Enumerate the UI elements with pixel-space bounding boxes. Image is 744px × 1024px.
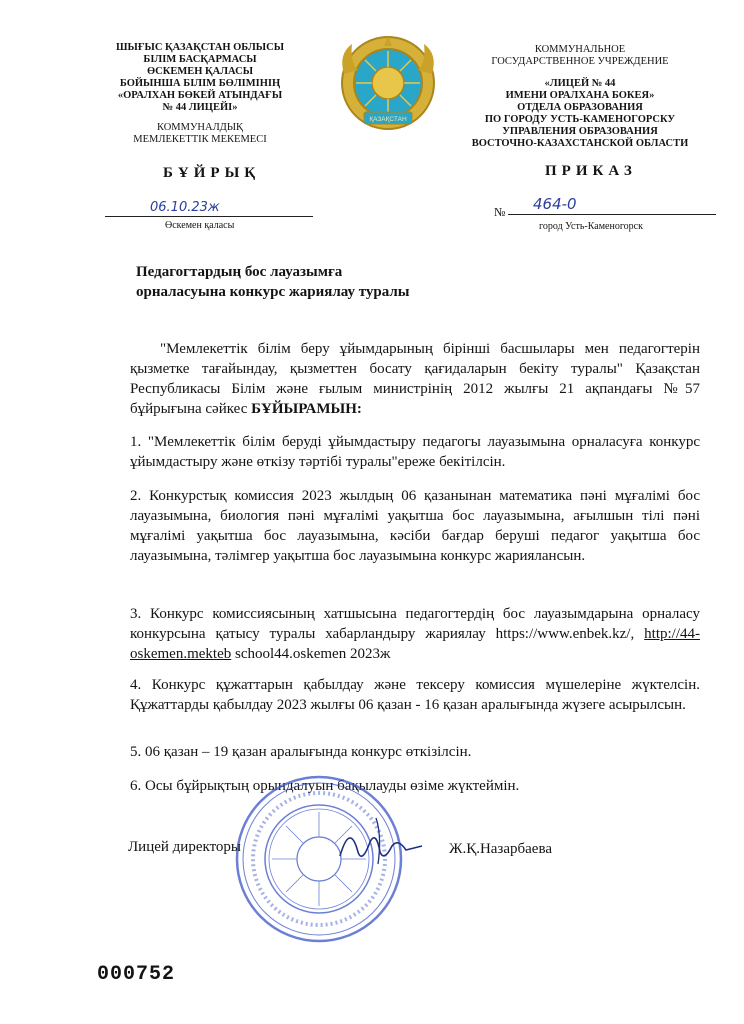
header-left-type <box>100 122 300 146</box>
city-kz: Өскемен қаласы <box>165 220 235 231</box>
item-3-text: 3. Конкурс комиссиясының хатшысына педагогтердің бос лауазымдарына орналасу конкурсына қатысу туралы хабарландыру жариялау https://www.enbek.kz/, <box>130 606 700 642</box>
item-3 <box>130 604 700 664</box>
header-right-top-line: КОММУНАЛЬНОЕ <box>534 44 626 55</box>
header-left-line: БІЛІМ БАСҚАРМАСЫ <box>143 54 257 65</box>
preamble-paragraph <box>130 339 700 419</box>
signature-icon <box>336 812 426 872</box>
order-subject <box>136 262 410 302</box>
header-right-line: УПРАВЛЕНИЯ ОБРАЗОВАНИЯ <box>502 126 658 137</box>
header-right-line: ПО ГОРОДУ УСТЬ-КАМЕНОГОРСКУ <box>484 114 676 125</box>
preamble-text: "Мемлекеттік білім беру ұйымдарының бірінші басшылары мен педагогтерін қызметке тағайындау, қызметтен босату қағидаларын бекіту туралы" Қазақстан Республикасы Білім және ғылым министрінің 2012 жылғы 21 ақпандағы №57 бұйрығына сәйкес <box>130 341 700 417</box>
header-left-line: «ОРАЛХАН БӨКЕЙ АТЫНДАҒЫ <box>117 90 283 101</box>
item-4: 4. Конкурс құжаттарын қабылдау және тексеру комиссия мүшелеріне жүктелсін. Құжаттарды қабылдау 2023 жылғы 06 қазан - 16 қазан аралығында жүзеге асырылсын. <box>130 677 700 713</box>
header-left-sub-line: МЕМЛЕКЕТТІК МЕКЕМЕСІ <box>133 134 267 145</box>
header-left-line: № 44 ЛИЦЕЙІ» <box>162 102 238 113</box>
header-right-top-line: ГОСУДАРСТВЕННОЕ УЧРЕЖДЕНИЕ <box>491 56 669 67</box>
item-2: 2. Конкурстық комиссия 2023 жылдың 06 қазанынан математика пәні мұғалімі бос лауазымына, биология пәні мұғалімі уақытша бос лауазымына, ағылшын тілі пәні мұғалімі уақытша бос лауазымына, кәсіби бағдар беруші педагог уақытша бос лауазымына, тәлімгер уақытша бос лауазымына конкурс жариялансын. <box>130 488 700 564</box>
subject-line: орналасуына конкурс жариялау туралы <box>136 284 410 300</box>
header-right-line: ВОСТОЧНО-КАЗАХСТАНСКОЙ ОБЛАСТИ <box>471 138 689 149</box>
header-right-org <box>460 78 700 150</box>
header-left-sub-line: КОММУНАЛДЫҚ <box>156 122 244 133</box>
order-number-prefix: № <box>494 205 506 219</box>
order-date: 06.10.23ж <box>150 200 220 215</box>
order-number: 464-0 <box>533 195 577 213</box>
header-left-line: ШЫҒЫС ҚАЗАҚСТАН ОБЛЫСЫ <box>115 42 285 53</box>
decree-word: БҰЙЫРАМЫН: <box>251 401 362 417</box>
header-right-line: ИМЕНИ ОРАЛХАНА БОКЕЯ» <box>505 90 655 101</box>
item-3-link[interactable]: http://44-oskemen.mekteb <box>130 626 700 662</box>
city-ru: город Усть-Каменогорск <box>539 221 643 232</box>
state-emblem <box>336 34 440 132</box>
item-6: 6. Осы бұйрықтың орындалуын бақылауды өзіме жүктеймін. <box>130 778 520 794</box>
handwritten-signature <box>336 812 426 872</box>
number-underline <box>508 214 716 215</box>
serial-number: 000752 <box>97 963 176 986</box>
date-underline <box>105 216 313 217</box>
item-3-tail: school44.oskemen 2023ж <box>234 646 391 662</box>
order-title-kz: БҰЙРЫҚ <box>163 165 261 181</box>
header-left-org <box>100 42 300 114</box>
subject-line: Педагогтардың бос лауазымға <box>136 264 343 280</box>
signatory-name: Ж.Қ.Назарбаева <box>449 841 553 857</box>
header-left-line: БОЙЫНША БІЛІМ БӨЛІМІНІҢ <box>119 78 281 89</box>
emblem-icon <box>336 34 440 132</box>
item-1: 1. "Мемлекеттік білім беруді ұйымдастыру педагогы лауазымына орналасуға конкурс ұйымдастыру және өткізу тәртібі туралы"ереже бекітілсін. <box>130 434 700 470</box>
header-left-line: ӨСКЕМЕН ҚАЛАСЫ <box>146 66 254 77</box>
header-right-line: ОТДЕЛА ОБРАЗОВАНИЯ <box>517 102 643 113</box>
order-title-ru: ПРИКАЗ <box>545 163 637 179</box>
header-right-line: «ЛИЦЕЙ № 44 <box>544 78 616 89</box>
item-5: 5. 06 қазан – 19 қазан аралығында конкурс өткізілсін. <box>130 744 472 760</box>
header-right-type <box>470 44 690 68</box>
emblem-caption: ҚАЗАҚСТАН <box>369 116 407 123</box>
signatory-position: Лицей директоры <box>128 839 242 855</box>
